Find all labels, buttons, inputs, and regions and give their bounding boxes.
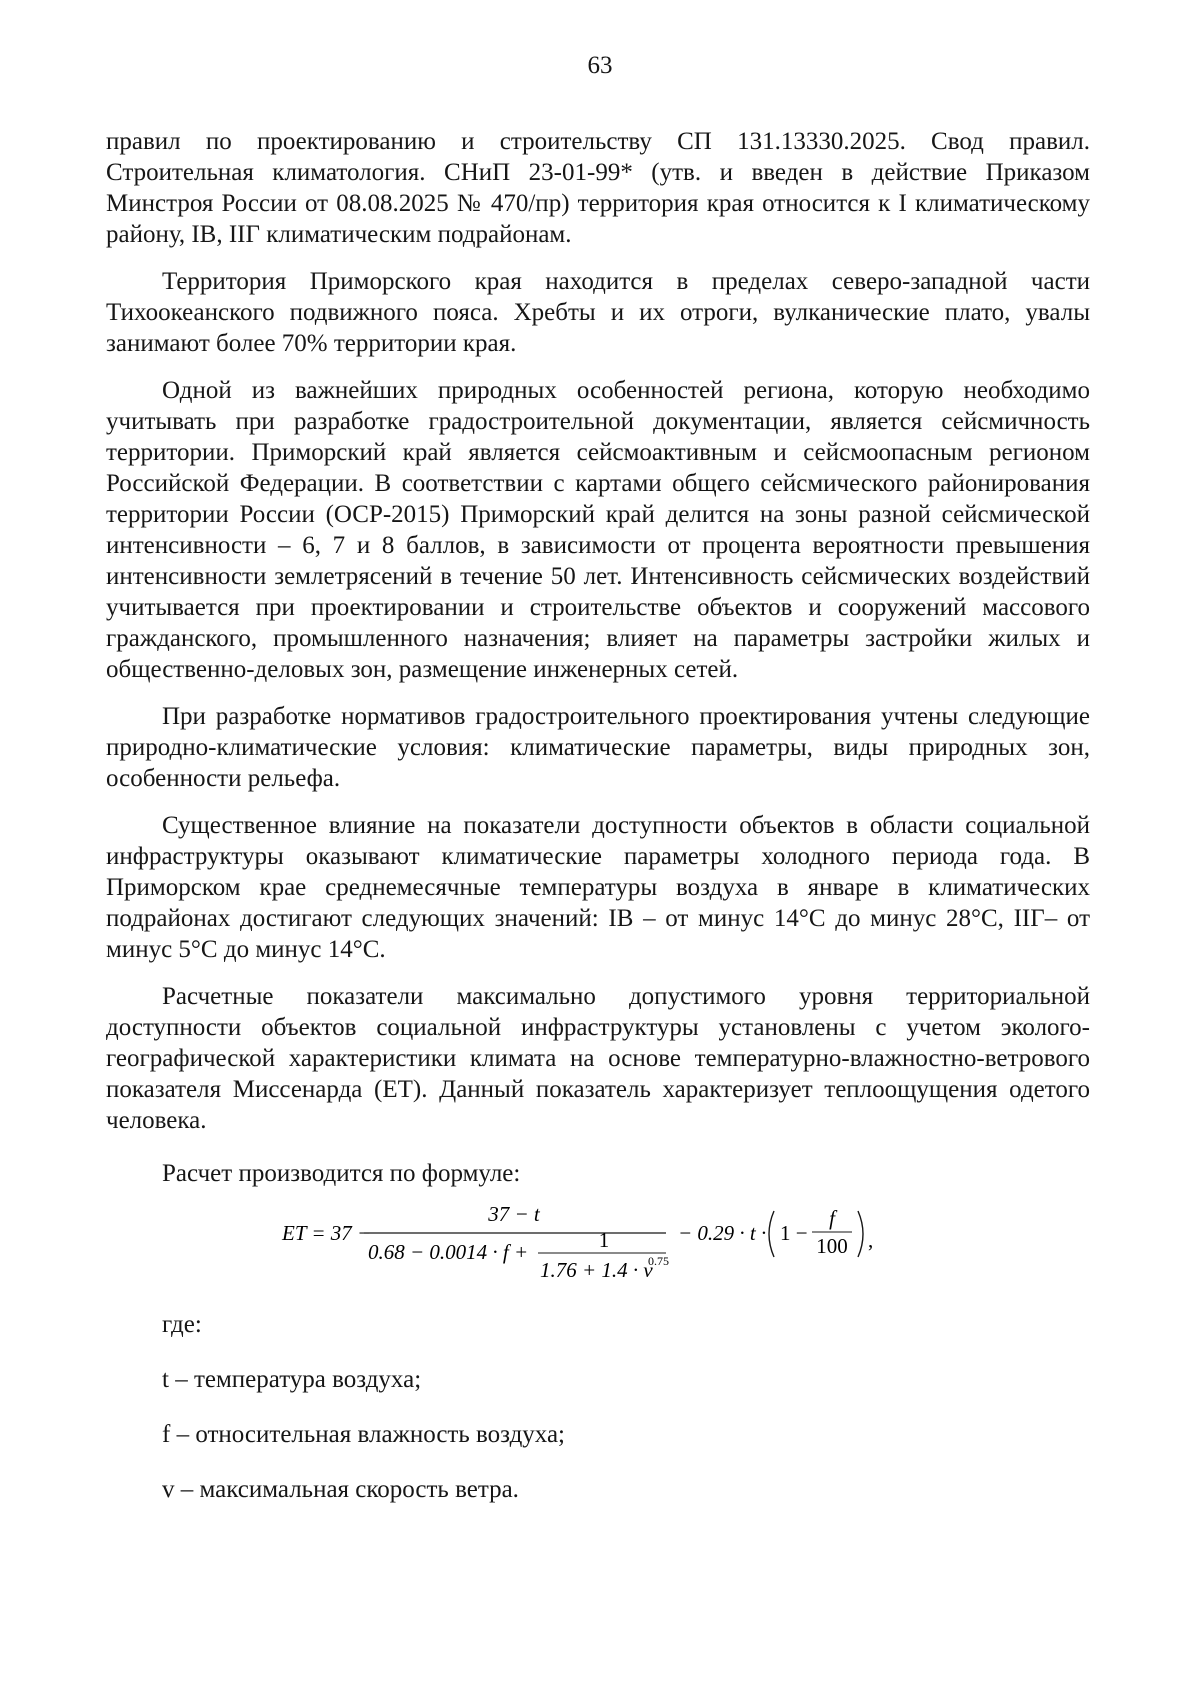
missenard-formula [282, 1197, 1090, 1285]
formula-intro: Расчет производится по формуле: [162, 1160, 521, 1187]
page-number: 63 [587, 52, 613, 79]
paragraph-1: правил по проектированию и строительству СП 131.13330.2025. Свод правил. Строительная климатология. СНиП 23-01-99* (утв. и введен в действие Приказом Минстроя России от 08.08.2025 № 470/пр) территория края относится к I климатическому району, IB, IIГ климатическим подрайонам. [106, 128, 1090, 248]
formula-lhs: ET = 37 − [282, 1221, 372, 1245]
formula-paren-left: 1 − [780, 1221, 808, 1245]
formula-trailing: , [868, 1228, 874, 1252]
formula-denom-left: 0.68 − 0.0014 · f + [368, 1240, 529, 1264]
where-label: где: [162, 1311, 202, 1338]
paragraph-2: Территория Приморского края находится в пределах северо-западной части Тихоокеанского подвижного пояса. Хребты и их отроги, вулканические плато, увалы занимают более 70% территории края. [106, 268, 1090, 357]
paragraph-4: При разработке нормативов градостроительного проектирования учтены следующие природно-климатические условия: климатические параметры, виды природных зон, особенности рельефа. [106, 703, 1090, 792]
formula-frac-denominator: 100 [816, 1234, 848, 1258]
paragraph-5: Существенное влияние на показатели доступности объектов в области социальной инфраструктуры оказывают климатические параметры холодного периода года. В Приморском крае среднемесячные температуры воздуха в январе в климатических подрайонах достигают следующих значений: IB – от минус 14°С до минус 28°С, IIГ– от минус 5°С до минус 14°С. [106, 812, 1090, 963]
definition-v: v – максимальная скорость ветра. [162, 1476, 519, 1503]
definition-f: f – относительная влажность воздуха; [162, 1421, 566, 1448]
paragraph-6: Расчетные показатели максимально допустимого уровня территориальной доступности объектов социальной инфраструктуры установлены с учетом эколого-географической характеристики климата на основе температурно-влажностно-ветрового показателя Миссенарда (ЕТ). Данный показатель характеризует теплоощущения одетого человека. [106, 983, 1090, 1134]
paragraph-3: Одной из важнейших природных особенностей региона, которую необходимо учитывать при разработке градостроительной документации, является сейсмичность территории. Приморский край является сейсмоактивным и сейсмоопасным регионом Российской Федерации. В соответствии с картами общего сейсмического районирования территории России (ОСР-2015) Приморский край делится на зоны разной сейсмической интенсивности – 6, 7 и 8 баллов, в зависимости от процента вероятности превышения интенсивности землетрясений в течение 50 лет. Интенсивность сейсмических воздействий учитывается при проектировании и строительстве объектов и сооружений массового гражданского, промышленного назначения; влияет на параметры застройки жилых и общественно-деловых зон, размещение инженерных сетей. [106, 377, 1090, 683]
right-paren [858, 1211, 863, 1257]
page-body [106, 126, 1090, 1505]
formula-frac-numerator: f [829, 1206, 835, 1230]
formula-tail: − 0.29 · t · [678, 1221, 767, 1245]
formula-inner-denominator: 1.76 + 1.4 · v [540, 1258, 653, 1282]
formula-exponent: 0.75 [648, 1254, 669, 1268]
formula-numerator: 37 − t [488, 1202, 540, 1226]
formula-inner-numerator: 1 [598, 1228, 610, 1252]
formula-graphic [282, 1197, 922, 1285]
left-paren [769, 1211, 774, 1257]
definition-t: t – температура воздуха; [162, 1366, 422, 1393]
